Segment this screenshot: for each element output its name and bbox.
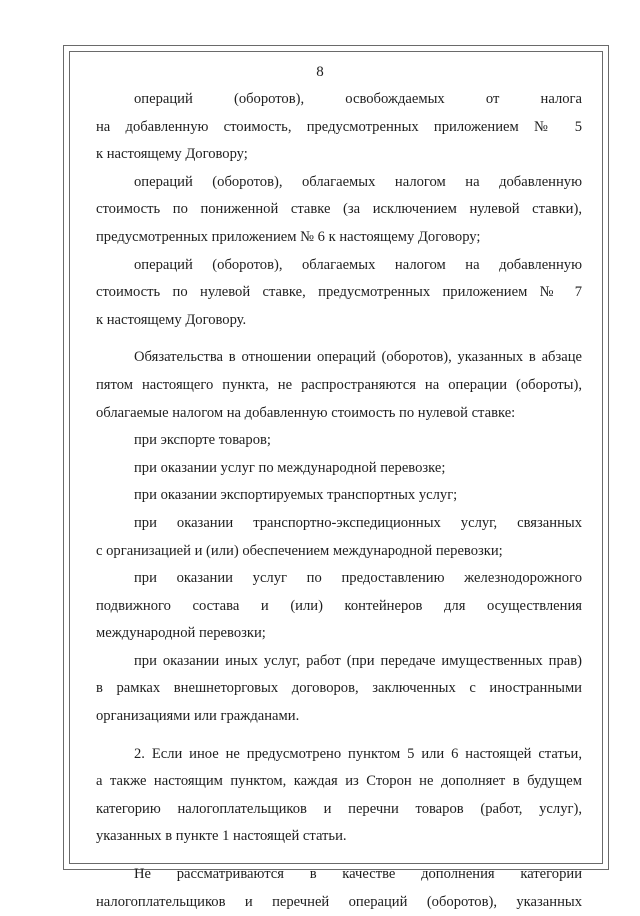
text-line: к настоящему Договору; (96, 146, 248, 163)
text-line: при оказании услуг по предоставлению железнодорожного (134, 570, 582, 587)
document-body (96, 86, 582, 916)
paragraph (96, 252, 582, 335)
text-line: при оказании транспортно-экспедиционных услуг, связанных (134, 514, 582, 531)
text-line: указанных в пункте 1 настоящей статьи. (96, 828, 347, 845)
text-line: при экспорте товаров; (134, 432, 271, 449)
text-line: при оказании экспортируемых транспортных услуг; (134, 487, 458, 504)
text-line: стоимость по пониженной ставке (за исключением нулевой ставки), (96, 201, 582, 218)
paragraph (96, 565, 582, 648)
text-line: операций (оборотов), облагаемых налогом на добавленную (134, 173, 582, 190)
paragraph (96, 510, 582, 565)
paragraph (96, 648, 582, 731)
text-line: пятом настоящего пункта, не распространяются на операции (обороты), (96, 376, 582, 393)
paragraph (96, 861, 582, 916)
text-line: облагаемые налогом на добавленную стоимость по нулевой ставке: (96, 404, 516, 421)
paragraph (96, 455, 582, 483)
paragraph (96, 169, 582, 252)
text-line: организациями или гражданами. (96, 708, 300, 725)
text-line: 2. Если иное не предусмотрено пунктом 5 или 6 настоящей статьи, (134, 745, 582, 762)
text-line: операций (оборотов), освобождаемых от налога (134, 91, 582, 107)
text-line: а также настоящим пунктом, каждая из Сторон не дополняет в будущем (96, 773, 582, 790)
text-line: к настоящему Договору. (96, 311, 247, 328)
text-line: на добавленную стоимость, предусмотренных приложением № 5 (96, 118, 582, 135)
text-line: Не рассматриваются в качестве дополнения категории (134, 866, 582, 883)
text-line: подвижного состава и (или) контейнеров для осуществления (96, 597, 582, 614)
text-line: при оказании иных услуг, работ (при передаче имущественных прав) (134, 652, 582, 669)
paragraph (96, 344, 582, 427)
text-line: операций (оборотов), облагаемых налогом на добавленную (134, 256, 582, 273)
text-line: в рамках внешнеторговых договоров, заключенных с иностранными (96, 680, 582, 697)
text-line: стоимость по нулевой ставке, предусмотренных приложением № 7 (96, 284, 582, 301)
text-line: налогоплательщиков и перечней операций (оборотов), указанных (96, 893, 582, 910)
paragraph (96, 86, 582, 169)
paragraph (96, 482, 582, 510)
text-line: с организацией и (или) обеспечением международной перевозки; (96, 542, 503, 559)
text-line: международной перевозки; (96, 625, 266, 642)
page-number: 8 (316, 64, 324, 80)
text-line: предусмотренных приложением № 6 к настоящему Договору; (96, 228, 481, 245)
text-line: при оказании услуг по международной перевозке; (134, 459, 446, 476)
text-line: категорию налогоплательщиков и перечни товаров (работ, услуг), (96, 800, 582, 817)
paragraph (96, 427, 582, 455)
text-line: Обязательства в отношении операций (оборотов), указанных в абзаце (134, 349, 582, 366)
paragraph (96, 741, 582, 851)
